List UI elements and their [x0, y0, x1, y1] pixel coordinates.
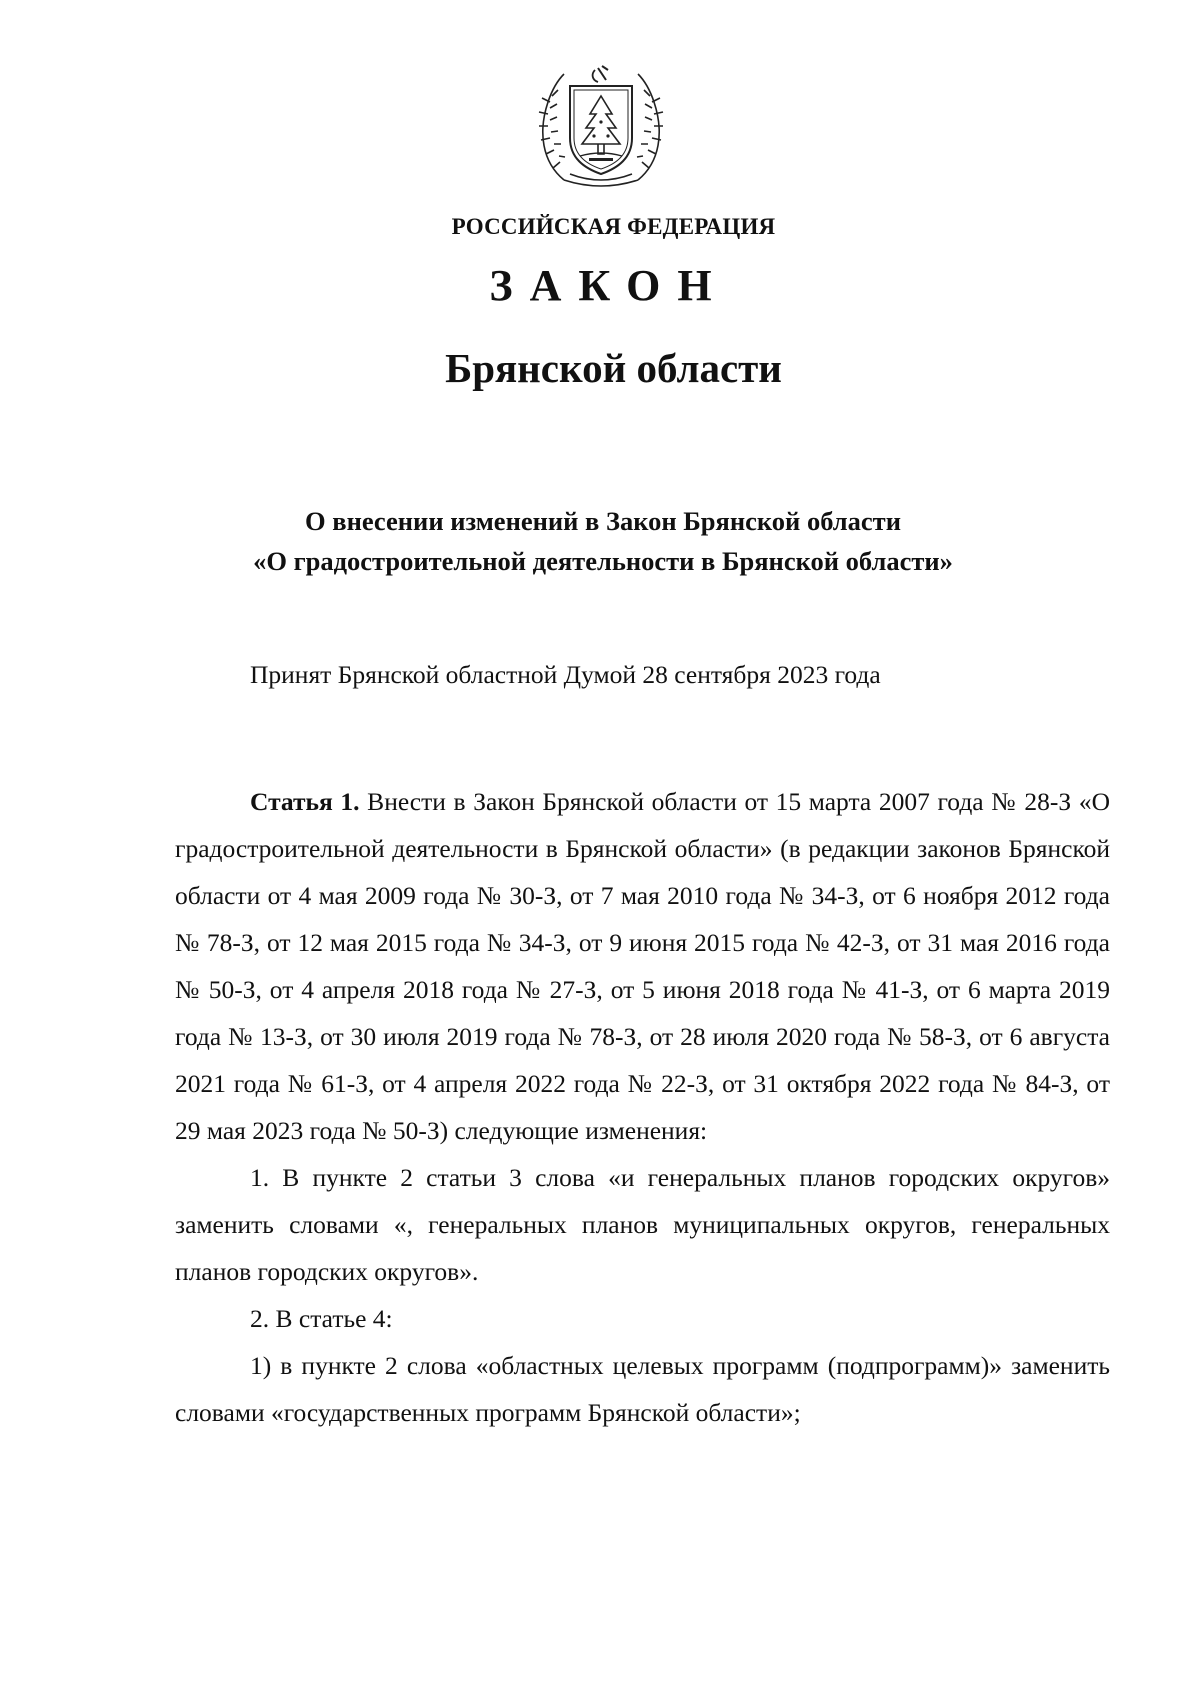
law-title-line-1: О внесении изменений в Закон Брянской области	[305, 506, 901, 536]
article-1-text: Внести в Закон Брянской области от 15 марта 2007 года № 28-З «О градостроительной деятельности в Брянской области» (в редакции законов Брянской области от 4 мая 2009 года № 30-З, от 7 мая 2010 года № 34-З, от 6 ноября 2012 года № 78-З, от 12 мая 2015 года № 34-З, от 9 июня 2015 года № 42-З, от 31 мая 2016 года № 50-З, от 4 апреля 2018 года № 27-З, от 5 июня 2018 года № 41-З, от 6 марта 2019 года № 13-З, от 30 июля 2019 года № 78-З, от 28 июля 2020 года № 58-З, от 6 августа 2021 года № 61-З, от 4 апреля 2022 года № 22-З, от 31 октября 2022 года № 84-З, от 29 мая 2023 года № 50-З) следующие изменения:	[175, 787, 1110, 1145]
law-title	[0, 501, 1200, 581]
law-title-line-2: «О градостроительной деятельности в Брянской области»	[253, 546, 953, 576]
item-2-subitem-1-paragraph: 1) в пункте 2 слова «областных целевых программ (подпрограмм)» заменить словами «государственных программ Брянской области»;	[175, 1351, 1110, 1427]
adoption-note: Принят Брянской областной Думой 28 сентября 2023 года	[250, 660, 881, 689]
coat-of-arms-icon	[534, 62, 668, 194]
item-2-paragraph: 2. В статье 4:	[250, 1304, 393, 1333]
article-body	[175, 778, 1110, 1436]
region-heading: Брянской области	[445, 345, 782, 391]
document-type-heading: ЗАКОН	[489, 261, 729, 310]
article-1-paragraph	[175, 778, 1110, 1154]
country-heading: РОССИЙСКАЯ ФЕДЕРАЦИЯ	[451, 214, 776, 239]
item-1-paragraph: 1. В пункте 2 статьи 3 слова «и генеральных планов городских округов» заменить словами «, генеральных планов муниципальных округов, генеральных планов городских округов».	[175, 1163, 1110, 1286]
article-1-heading: Статья 1.	[250, 787, 360, 816]
